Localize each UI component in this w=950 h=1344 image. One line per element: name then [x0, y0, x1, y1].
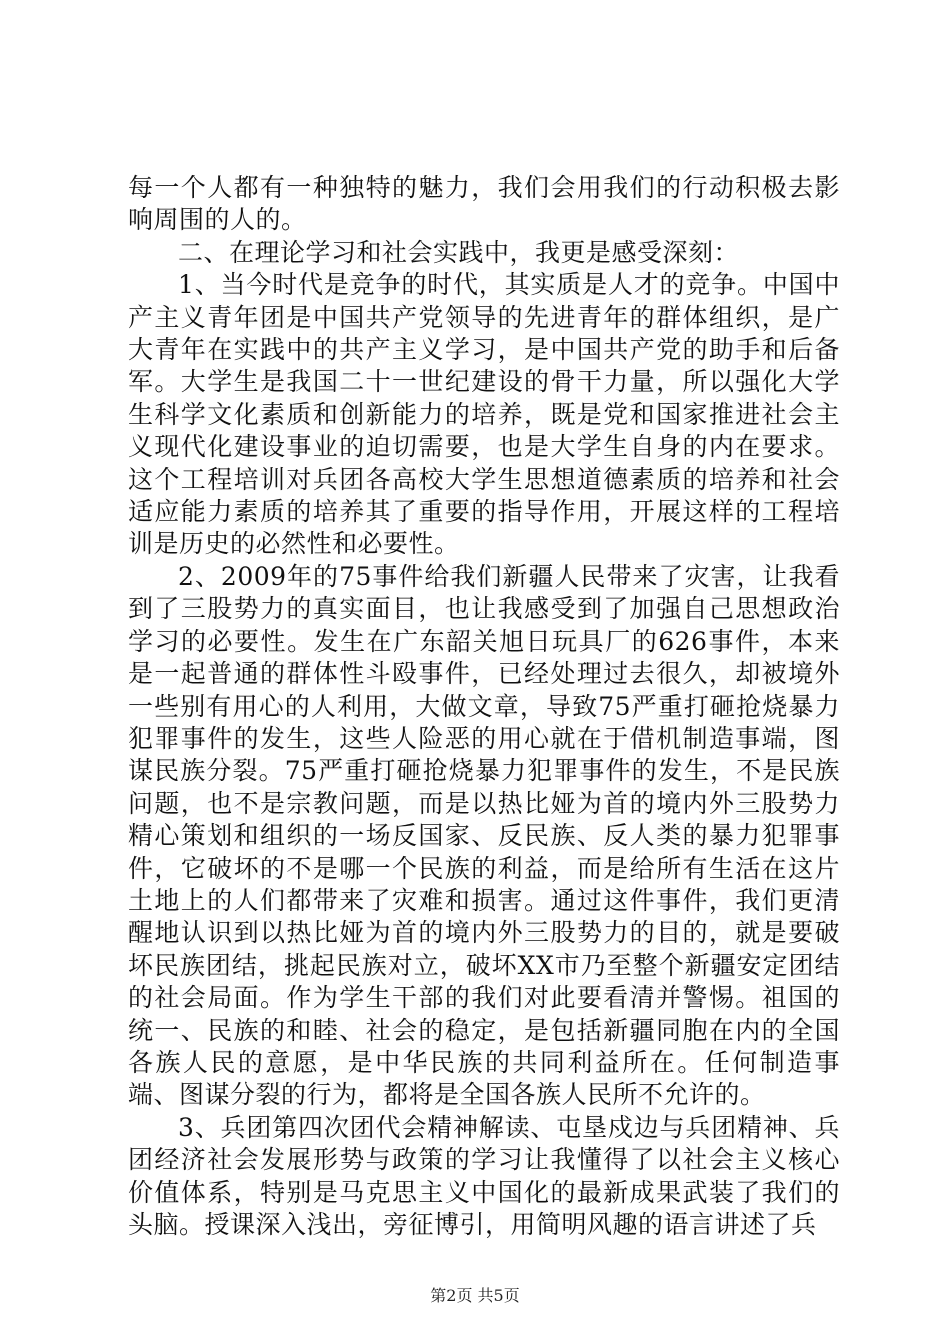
- paragraph-item-3: 3、兵团第四次团代会精神解读、屯垦戍边与兵团精神、兵团经济社会发展形势与政策的学习让我懂得了以社会主义核心价值体系，特别是马克思主义中国化的最新成果武装了我们的头脑。授课深入浅出，旁征博引，用简明风趣的语言讲述了兵: [128, 1112, 840, 1239]
- document-body: [128, 172, 840, 1241]
- paragraph-item-2: 2、2009年的75事件给我们新疆人民带来了灾害，让我看到了三股势力的真实面目，也让我感受到了加强自己思想政治学习的必要性。发生在广东韶关旭日玩具厂的626事件，本来是一起普通的群体性斗殴事件，已经处理过去很久，却被境外一些别有用心的人利用，大做文章，导致75严重打砸抢烧暴力犯罪事件的发生，这些人险恶的用心就在于借机制造事端，图谋民族分裂。75严重打砸抢烧暴力犯罪事件的发生，不是民族问题，也不是宗教问题，而是以热比娅为首的境内外三股势力精心策划和组织的一场反国家、反民族、反人类的暴力犯罪事件，它破坏的不是哪一个民族的利益，而是给所有生活在这片土地上的人们都带来了灾难和损害。通过这件事件，我们更清醒地认识到以热比娅为首的境内外三股势力的目的，就是要破坏民族团结，挑起民族对立，破坏XX市乃至整个新疆安定团结的社会局面。作为学生干部的我们对此要看清并警惕。祖国的统一、民族的和睦、社会的稳定，是包括新疆同胞在内的全国各族人民的意愿，是中华民族的共同利益所在。任何制造事端、图谋分裂的行为，都将是全国各族人民所不允许的。: [128, 561, 840, 1110]
- paragraph-section-heading: 二、在理论学习和社会实践中，我更是感受深刻：: [178, 237, 740, 267]
- paragraph-continuation: 每一个人都有一种独特的魅力，我们会用我们的行动积极去影响周围的人的。: [128, 173, 840, 235]
- paragraph-item-1: 1、当今时代是竞争的时代，其实质是人才的竞争。中国中产主义青年团是中国共产党领导的先进青年的群体组织，是广大青年在实践中的共产主义学习，是中国共产党的助手和后备军。大学生是我国二十一世纪建设的骨干力量，所以强化大学生科学文化素质和创新能力的培养，既是党和国家推进社会主义现代化建设事业的迫切需要，也是大学生自身的内在要求。这个工程培训对兵团各高校大学生思想道德素质的培养和社会适应能力素质的培养其了重要的指导作用，开展这样的工程培训是历史的必然性和必要性。: [128, 270, 840, 559]
- page-footer: 第2页 共5页: [430, 1286, 520, 1305]
